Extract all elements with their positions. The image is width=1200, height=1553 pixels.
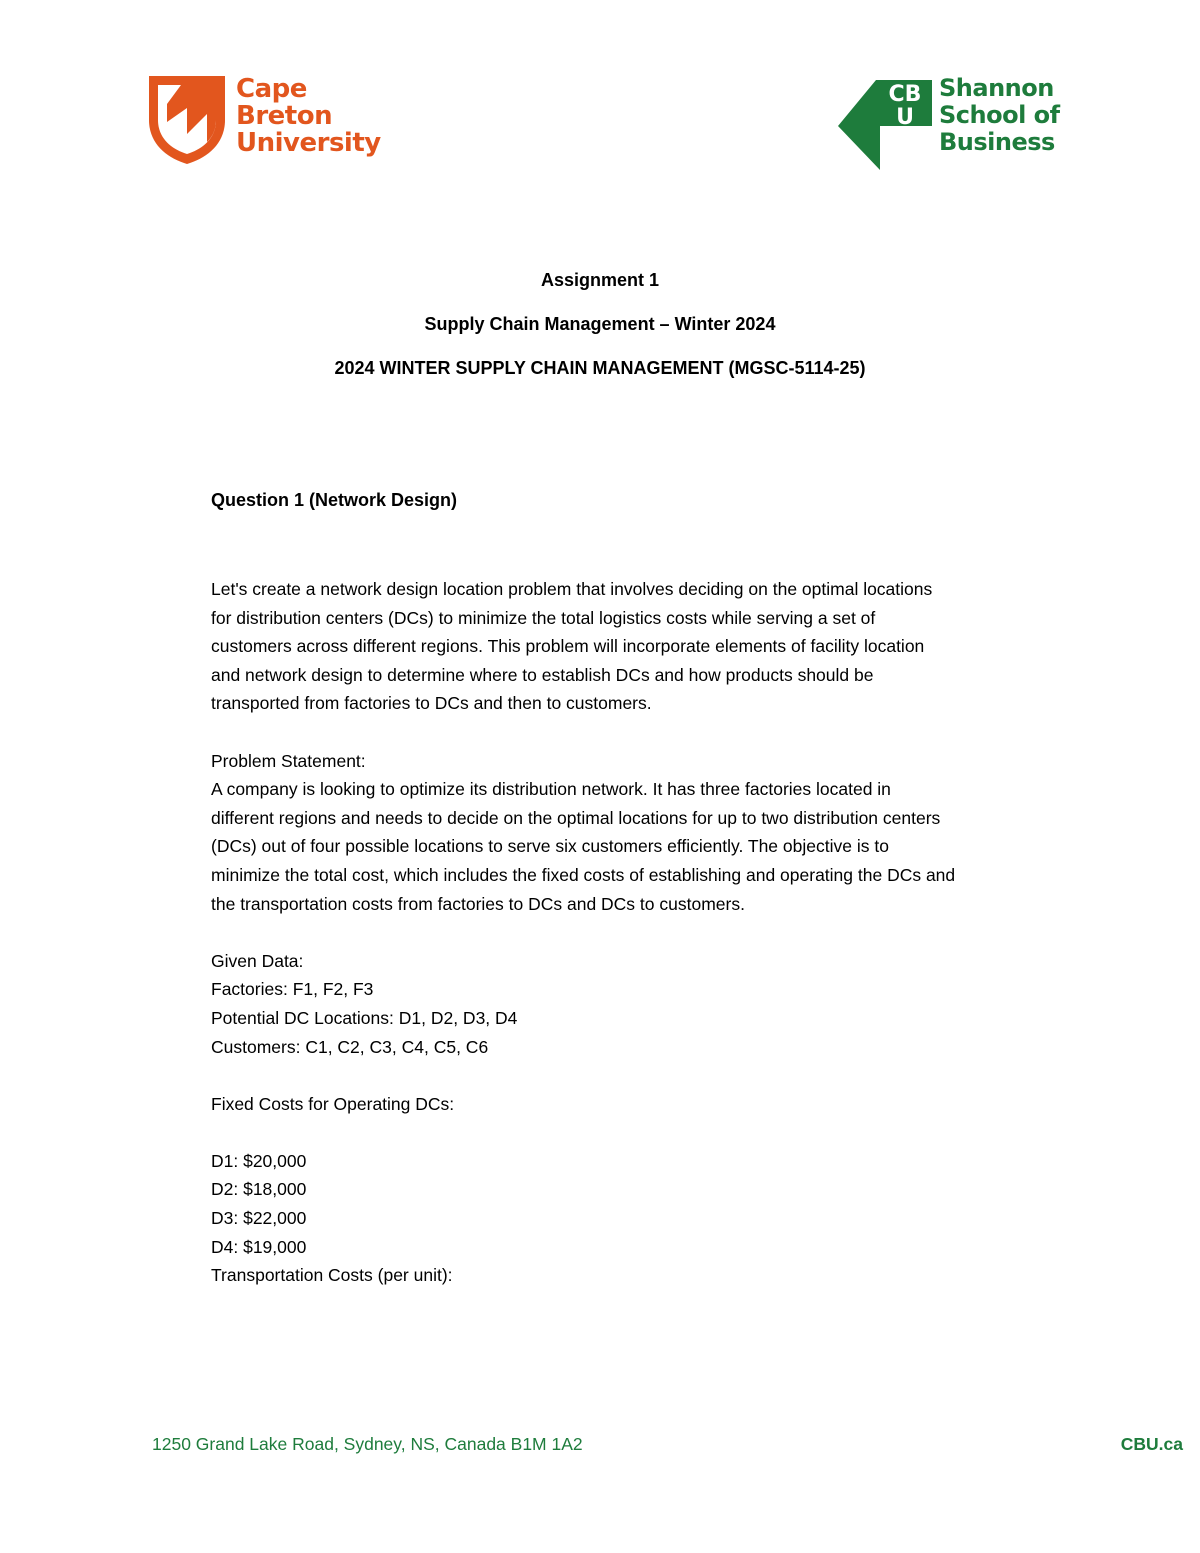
fixed-costs-list bbox=[211, 1147, 1071, 1290]
question-body bbox=[211, 575, 1071, 1290]
customers-line: Customers: C1, C2, C3, C4, C5, C6 bbox=[211, 1036, 489, 1057]
fixed-cost-item: D2: $18,000 bbox=[211, 1179, 307, 1200]
given-data-label: Given Data: bbox=[211, 950, 304, 971]
question-heading: Question 1 (Network Design) bbox=[211, 490, 458, 510]
problem-line: different regions and needs to decide on the optimal locations for up to two distribution centers bbox=[211, 807, 941, 828]
cbu-logo-word-1: Cape bbox=[236, 74, 307, 104]
problem-statement-paragraph bbox=[211, 747, 1071, 919]
assignment-title: Assignment 1 bbox=[540, 270, 660, 290]
course-subtitle: Supply Chain Management – Winter 2024 bbox=[424, 314, 776, 334]
cape-breton-university-logo bbox=[147, 74, 387, 166]
intro-line: for distribution centers (DCs) to minimize the total logistics costs while serving a set of bbox=[211, 607, 876, 628]
shannon-logo-word-1: Shannon bbox=[939, 74, 1054, 102]
fixed-cost-item: D1: $20,000 bbox=[211, 1150, 307, 1171]
shannon-logo-word-2: School of bbox=[939, 101, 1060, 129]
problem-line: minimize the total cost, which includes the fixed costs of establishing and operating the DCs and bbox=[211, 864, 956, 885]
shannon-mark-text-bottom: U bbox=[896, 105, 914, 130]
shannon-mark-icon bbox=[836, 74, 936, 174]
cbu-logo-word-3: University bbox=[236, 128, 381, 158]
given-data-paragraph bbox=[211, 947, 1071, 1061]
intro-line: customers across different regions. This problem will incorporate elements of facility location bbox=[211, 636, 925, 657]
fixed-costs-heading-paragraph bbox=[211, 1090, 1071, 1119]
shannon-mark-text-top: CB bbox=[888, 82, 922, 107]
course-code-title: 2024 WINTER SUPPLY CHAIN MANAGEMENT (MGSC-5114-25) bbox=[334, 358, 866, 378]
problem-line: A company is looking to optimize its distribution network. It has three factories located in bbox=[211, 779, 891, 800]
problem-line: (DCs) out of four possible locations to serve six customers efficiently. The objective is to bbox=[211, 836, 889, 857]
problem-statement-label: Problem Statement: bbox=[211, 750, 366, 771]
dc-locations-line: Potential DC Locations: D1, D2, D3, D4 bbox=[211, 1007, 518, 1028]
fixed-costs-label: Fixed Costs for Operating DCs: bbox=[211, 1093, 455, 1114]
intro-line: transported from factories to DCs and then to customers. bbox=[211, 693, 652, 714]
footer-website-link[interactable]: CBU.ca bbox=[1120, 1434, 1183, 1454]
fixed-cost-item: D4: $19,000 bbox=[211, 1236, 307, 1257]
fixed-cost-item: D3: $22,000 bbox=[211, 1208, 307, 1229]
intro-line: and network design to determine where to establish DCs and how products should be bbox=[211, 664, 874, 685]
shannon-logo-word-3: Business bbox=[939, 128, 1055, 156]
transport-costs-label: Transportation Costs (per unit): bbox=[211, 1265, 453, 1286]
shannon-school-logo bbox=[836, 74, 1066, 174]
cbu-shield-icon bbox=[147, 74, 227, 166]
footer-address: 1250 Grand Lake Road, Sydney, NS, Canada B1M 1A2 bbox=[152, 1434, 583, 1454]
intro-paragraph bbox=[211, 575, 1071, 718]
cbu-logo-word-2: Breton bbox=[236, 101, 333, 131]
intro-line: Let's create a network design location problem that involves deciding on the optimal locations bbox=[211, 579, 933, 599]
problem-line: the transportation costs from factories to DCs and DCs to customers. bbox=[211, 893, 745, 914]
factories-line: Factories: F1, F2, F3 bbox=[211, 979, 374, 1000]
